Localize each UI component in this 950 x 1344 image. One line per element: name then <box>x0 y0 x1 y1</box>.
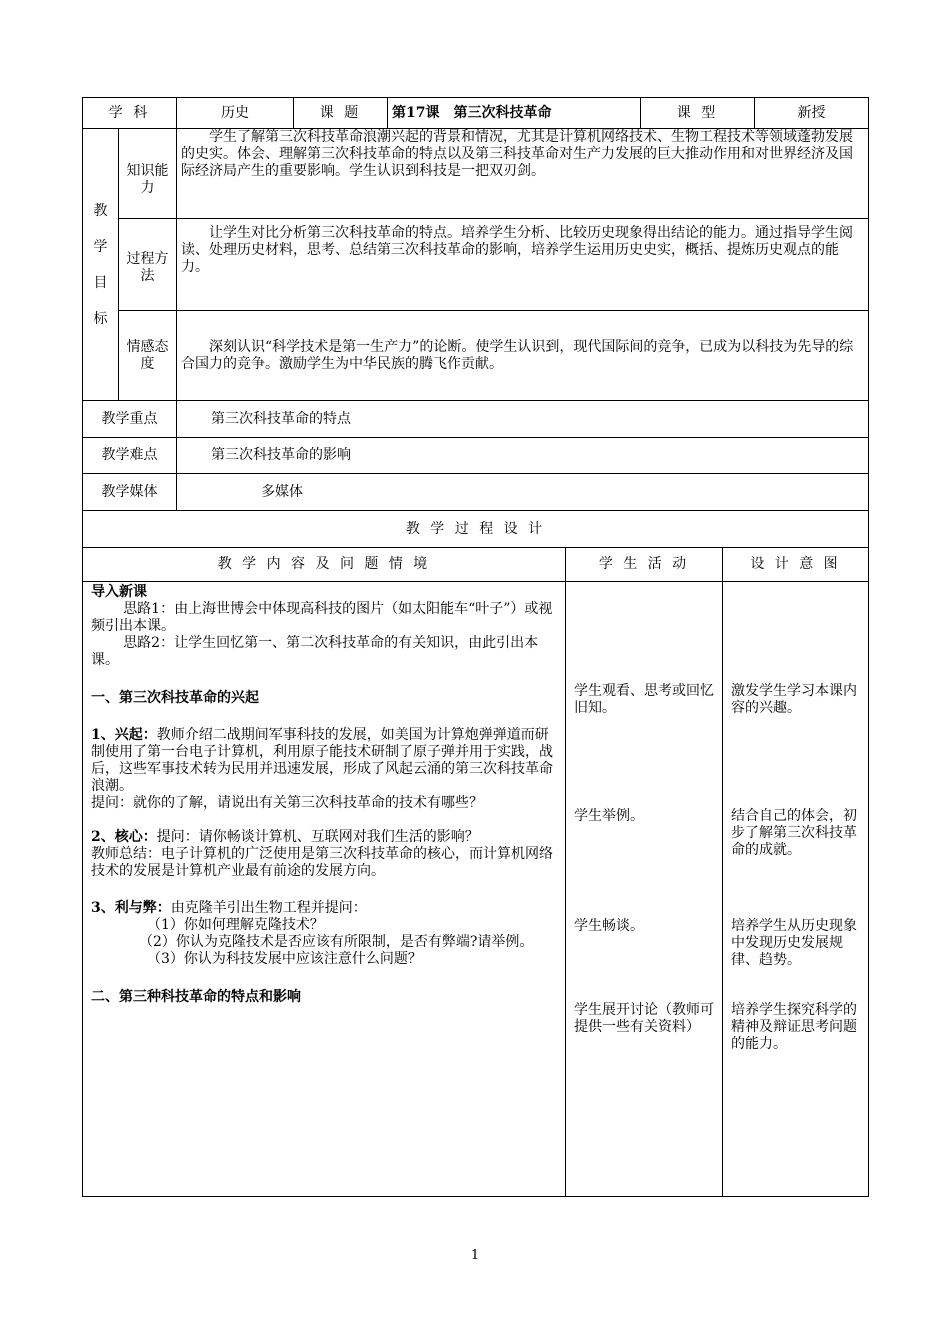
focus-label: 教学重点 <box>83 401 177 438</box>
pros-text: 由克隆羊引出生物工程并提问： <box>170 900 367 916</box>
student-activity-cell <box>566 582 723 1197</box>
question-3: （3）你认为科技发展中应该注意什么问题？ <box>147 951 422 967</box>
design-intent-cell <box>723 582 869 1197</box>
core-paragraph <box>91 829 559 846</box>
process-design-table <box>82 547 869 1197</box>
knowledge-text: 学生了解第三次科技革命浪潮兴起的背景和情况，尤其是计算机网络技术、生物工程技术等领域蓬勃发展的史实。体会、理解第三次科技革命的特点以及第三科技革命对生产力发展的巨大推动作用和对世界经济及国际经济局产生的重要影响。学生认识到科技是一把双刃剑。 <box>177 129 869 219</box>
question-1: （1）你如何理解克隆技术？ <box>147 917 324 933</box>
rise-label: 1、兴起： <box>91 727 157 743</box>
column-header-content: 教 学 内 容 及 问 题 情 境 <box>83 548 566 582</box>
key-points-table <box>82 400 869 548</box>
intro-heading: 导入新课 <box>91 584 147 600</box>
core-label: 2、核心： <box>91 829 157 845</box>
intro-idea-1: 思路1：由上海世博会中体现高科技的图片（如太阳能车“叶子”）或视频引出本课。 <box>91 601 553 634</box>
difficulty-value: 第三次科技革命的影响 <box>177 438 869 474</box>
type-label: 课 型 <box>641 98 755 129</box>
subject-value: 历史 <box>177 98 294 129</box>
activity-item: 学生畅谈。 <box>574 918 644 934</box>
activity-item: 学生举例。 <box>574 808 644 824</box>
intent-item: 培养学生探究科学的精神及辩证思考问题的能力。 <box>731 1002 857 1052</box>
intro-idea-2: 思路2：让学生回忆第一、第二次科技革命的有关知识，由此引出本课。 <box>91 635 539 668</box>
section2-heading: 二、第三种科技革命的特点和影响 <box>91 989 301 1005</box>
question-2: （2）你认为克隆技术是否应该有所限制，是否有弊端?请举例。 <box>139 934 534 950</box>
rise-text: 教师介绍二战期间军事科技的发展，如美国为计算炮弹弹道而研制使用了第一台电子计算机，利用原子能技术研制了原子弹并用于实践，战后，这些军事技术转为民用并迅速发展，形成了风起云涌的第三次科技革命浪潮。 <box>91 727 553 794</box>
column-header-intent: 设 计 意 图 <box>723 548 869 582</box>
intent-item: 激发学生学习本课内容的兴趣。 <box>731 683 857 716</box>
intent-item: 结合自己的体会，初步了解第三次科技革命的成就。 <box>731 808 857 858</box>
page-number: 1 <box>470 1248 480 1263</box>
core-summary: 教师总结：电子计算机的广泛使用是第三次科技革命的核心，而计算机网络技术的发展是计算机产业最有前途的发展方向。 <box>91 846 553 879</box>
emotion-label: 情感态度 <box>119 311 177 401</box>
core-text: 提问：请你畅谈计算机、互联网对我们生活的影响？ <box>156 829 479 845</box>
pros-label: 3、利与弊： <box>91 900 171 916</box>
topic-value: 第17课 第三次科技革命 <box>388 98 641 129</box>
subject-label: 学 科 <box>83 98 177 129</box>
topic-label: 课 题 <box>294 98 388 129</box>
objectives-table <box>82 128 869 401</box>
activity-item: 学生展开讨论（教师可提供一些有关资料） <box>574 1002 714 1035</box>
section1-heading: 一、第三次科技革命的兴起 <box>91 690 259 706</box>
objectives-group-label: 教 学 目 标 <box>83 129 119 401</box>
rise-paragraph <box>91 727 559 795</box>
knowledge-label: 知识能力 <box>119 129 177 219</box>
process-text: 让学生对比分析第三次科技革命的特点。培养学生分析、比较历史现象得出结论的能力。通过指导学生阅读、处理历史材料，思考、总结第三次科技革命的影响，培养学生运用历史史实，概括、提炼历史观点的能力。 <box>177 219 869 311</box>
media-value: 多媒体 <box>177 474 869 511</box>
rise-question: 提问：就你的了解，请说出有关第三次科技革命的技术有哪些？ <box>91 795 483 811</box>
process-label: 过程方法 <box>119 219 177 311</box>
emotion-text: 深刻认识“科学技术是第一生产力”的论断。使学生认识到，现代国际间的竞争，已成为以科技为先导的综合国力的竞争。激励学生为中华民族的腾飞作贡献。 <box>177 311 869 401</box>
focus-value: 第三次科技革命的特点 <box>177 401 869 438</box>
type-value: 新授 <box>755 98 869 129</box>
media-label: 教学媒体 <box>83 474 177 511</box>
difficulty-label: 教学难点 <box>83 438 177 474</box>
column-header-activity: 学 生 活 动 <box>566 548 723 582</box>
intent-item: 培养学生从历史现象中发现历史发展规律、趋势。 <box>731 918 857 968</box>
activity-item: 学生观看、思考或回忆旧知。 <box>574 683 714 716</box>
pros-paragraph <box>91 900 559 917</box>
lesson-info-table <box>82 97 869 129</box>
lesson-content-cell <box>83 582 566 1197</box>
design-title: 教 学 过 程 设 计 <box>83 511 869 548</box>
